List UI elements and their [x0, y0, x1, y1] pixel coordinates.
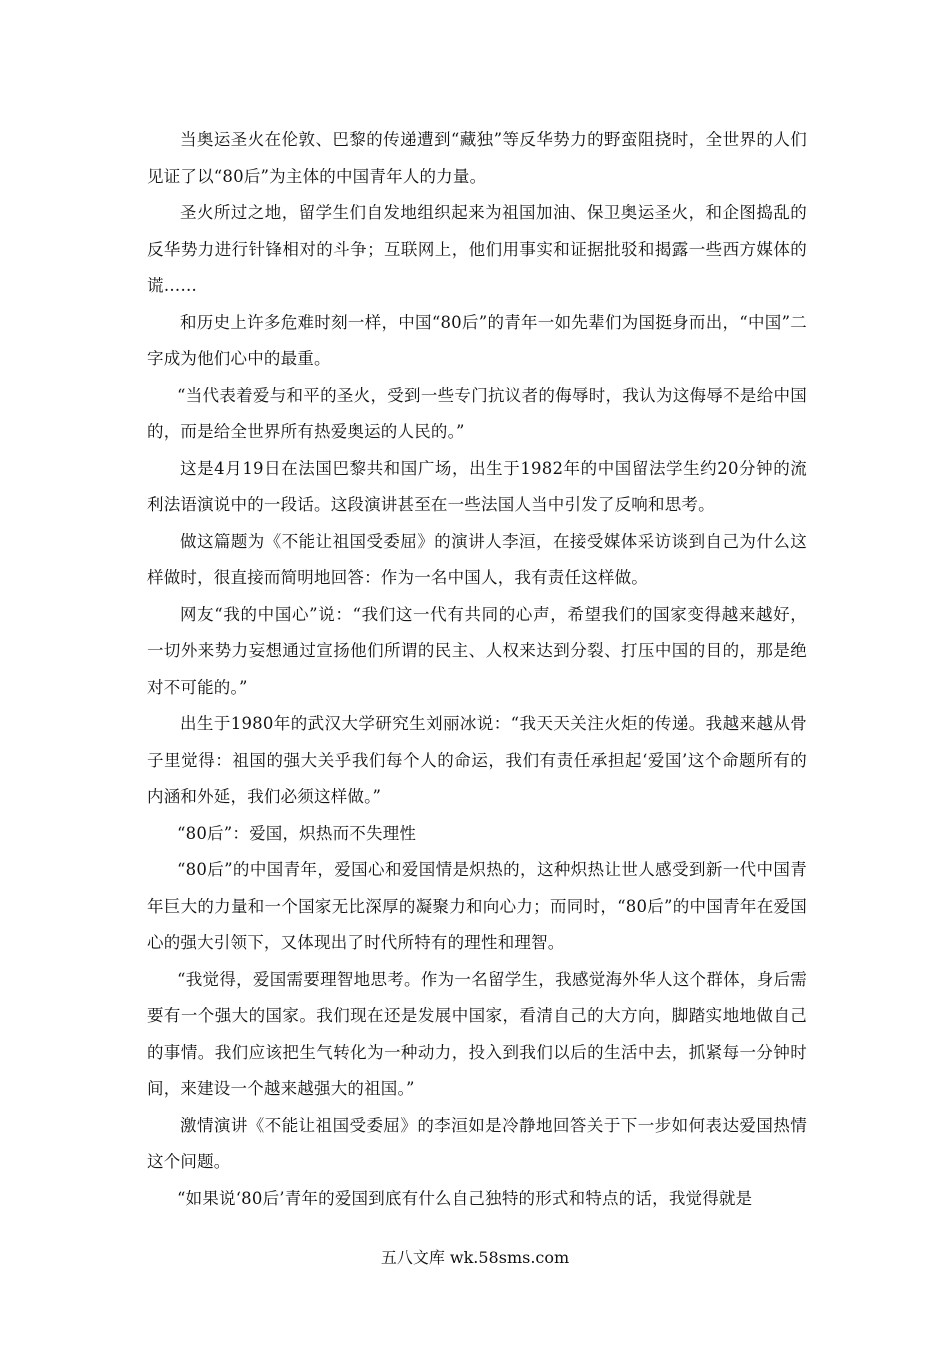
paragraph-7: 网友“我的中国心”说：“我们这一代有共同的心声，希望我们的国家变得越来越好，一切外来势力妄想通过宣扬他们所谓的民主、人权来达到分裂、打压中国的目的，那是绝对不可能的。”: [147, 604, 807, 697]
paragraph-2: 圣火所过之地，留学生们自发地组织起来为祖国加油、保卫奥运圣火，和企图捣乱的反华势力进行针锋相对的斗争；互联网上，他们用事实和证据批驳和揭露一些西方媒体的谎……: [147, 203, 807, 295]
paragraph-9: “80后”的中国青年，爱国心和爱国情是炽热的，这种炽热让世人感受到新一代中国青年巨大的力量和一个国家无比深厚的凝聚力和向心力；而同时，“80后”的中国青年在爱国心的强大引领下，又体现出了时代所特有的理性和理智。: [147, 860, 807, 952]
footer-watermark: 五八文库 wk.58sms.com: [380, 1248, 570, 1267]
paragraph-5: 这是4月19日在法国巴黎共和国广场，出生于1982年的中国留法学生约20分钟的流利法语演说中的一段话。这段演讲甚至在一些法国人当中引发了反响和思考。: [147, 458, 807, 514]
paragraph-12: “如果说‘80后’青年的爱国到底有什么自己独特的形式和特点的话，我觉得就是: [177, 1188, 753, 1208]
paragraph-1: 当奥运圣火在伦敦、巴黎的传递遭到“藏独”等反华势力的野蛮阻挠时，全世界的人们见证了以“80后”为主体的中国青年人的力量。: [147, 130, 807, 186]
paragraph-3: 和历史上许多危难时刻一样，中国“80后”的青年一如先辈们为国挺身而出，“中国”二字成为他们心中的最重。: [147, 312, 807, 368]
article-body: [147, 122, 807, 1217]
paragraph-6: 做这篇题为《不能让祖国受委屈》的演讲人李洹，在接受媒体采访谈到自己为什么这样做时，很直接而简明地回答：作为一名中国人，我有责任这样做。: [147, 531, 807, 587]
paragraph-4: “当代表着爱与和平的圣火，受到一些专门抗议者的侮辱时，我认为这侮辱不是给中国的，而是给全世界所有热爱奥运的人民的。”: [147, 385, 807, 441]
paragraph-11: 激情演讲《不能让祖国受委屈》的李洹如是冷静地回答关于下一步如何表达爱国热情这个问题。: [147, 1115, 807, 1171]
section-heading: “80后”：爱国，炽热而不失理性: [177, 823, 417, 843]
paragraph-10: “我觉得，爱国需要理智地思考。作为一名留学生，我感觉海外华人这个群体，身后需要有一个强大的国家。我们现在还是发展中国家，看清自己的大方向，脚踏实地地做自己的事情。我们应该把生气转化为一种动力，投入到我们以后的生活中去，抓紧每一分钟时间，来建设一个越来越强大的祖国。”: [147, 969, 807, 1098]
paragraph-8: 出生于1980年的武汉大学研究生刘丽冰说：“我天天关注火炬的传递。我越来越从骨子里觉得：祖国的强大关乎我们每个人的命运，我们有责任承担起‘爱国’这个命题所有的内涵和外延，我们必须这样做。”: [147, 714, 807, 806]
